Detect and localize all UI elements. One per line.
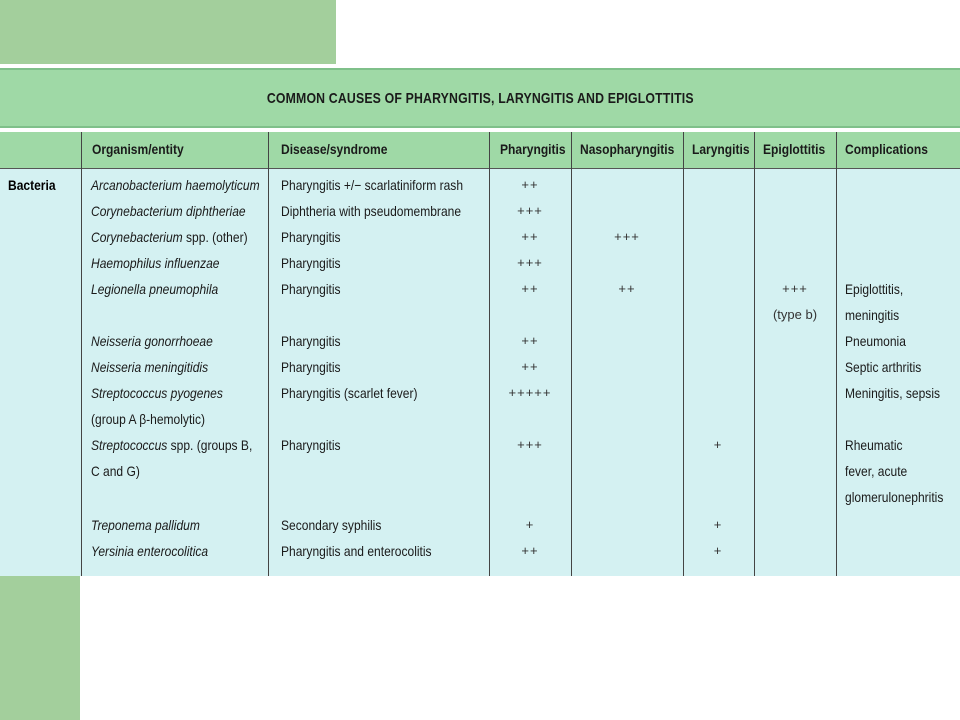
cell-organism <box>91 432 252 458</box>
cell-complications: Epiglottitis, <box>845 281 904 297</box>
cell-pharyngitis: ++ <box>521 543 539 558</box>
cell-disease: Pharyngitis <box>281 281 341 297</box>
cell-pharyngitis: + <box>525 517 535 532</box>
cell-epiglottitis: +++ <box>782 281 808 296</box>
cell-complications: glomerulonephritis <box>845 489 944 505</box>
cell-organism: Legionella pneumophila <box>91 281 219 297</box>
cell-disease: Pharyngitis <box>281 255 341 271</box>
cell-organism: Corynebacterium diphtheriae <box>91 203 246 219</box>
column-divider <box>81 132 82 576</box>
cell-complications: fever, acute <box>845 463 908 479</box>
cell-pharyngitis: ++ <box>521 359 539 374</box>
organism-suffix: spp. (other) <box>182 229 248 245</box>
column-divider <box>754 132 755 576</box>
cell-pharyngitis: +++ <box>517 437 543 452</box>
cell-pharyngitis: ++ <box>521 229 539 244</box>
column-divider <box>571 132 572 576</box>
cell-organism-note: C and G) <box>91 463 140 479</box>
header-nasopharyngitis: Nasopharyngitis <box>580 141 675 157</box>
header-laryngitis: Laryngitis <box>692 141 750 157</box>
cell-organism: Arcanobacterium haemolyticum <box>91 177 260 193</box>
header-complications: Complications <box>845 141 928 157</box>
cell-complications: meningitis <box>845 307 900 323</box>
cell-disease: Secondary syphilis <box>281 517 382 533</box>
cell-organism: Neisseria gonorrhoeae <box>91 333 213 349</box>
column-divider <box>268 132 269 576</box>
header-pharyngitis: Pharyngitis <box>500 141 566 157</box>
table-figure <box>0 64 960 576</box>
cell-organism: Haemophilus influenzae <box>91 255 220 271</box>
table-title: COMMON CAUSES OF PHARYNGITIS, LARYNGITIS AND EPIGLOTTITIS <box>266 89 694 107</box>
cell-disease: Pharyngitis +/− scarlatiniform rash <box>281 177 464 193</box>
cell-complications: Pneumonia <box>845 333 906 349</box>
organism-suffix: spp. (groups B, <box>167 437 253 453</box>
cell-disease: Diphtheria with pseudomembrane <box>281 203 462 219</box>
cell-disease: Pharyngitis (scarlet fever) <box>281 385 418 401</box>
cell-organism: Streptococcus pyogenes <box>91 385 223 401</box>
cell-pharyngitis: ++ <box>521 177 539 192</box>
cell-laryngitis: + <box>713 543 723 558</box>
organism-genus: Streptococcus <box>91 437 168 453</box>
cell-nasopharyngitis: ++ <box>618 281 636 296</box>
cell-organism: Neisseria meningitidis <box>91 359 209 375</box>
header-row <box>0 132 960 169</box>
cell-complications: Rheumatic <box>845 437 903 453</box>
cell-pharyngitis: +++ <box>517 255 543 270</box>
table-grid <box>0 132 960 576</box>
table-title-band <box>0 68 960 128</box>
cell-pharyngitis: +++ <box>517 203 543 218</box>
cell-disease: Pharyngitis and enterocolitis <box>281 543 432 559</box>
cell-disease: Pharyngitis <box>281 359 341 375</box>
column-divider <box>489 132 490 576</box>
cell-pharyngitis: ++ <box>521 281 539 296</box>
column-divider <box>683 132 684 576</box>
cell-laryngitis: + <box>713 517 723 532</box>
cell-epiglottitis-note: (type b) <box>772 307 818 322</box>
cell-pharyngitis: ++ <box>521 333 539 348</box>
cell-laryngitis: + <box>713 437 723 452</box>
cell-pharyngitis: +++++ <box>508 385 552 400</box>
header-epiglottitis: Epiglottitis <box>763 141 826 157</box>
cell-organism: Yersinia enterocolitica <box>91 543 209 559</box>
header-organism: Organism/entity <box>92 141 184 157</box>
cell-complications: Meningitis, sepsis <box>845 385 941 401</box>
decorative-green-block-top <box>0 0 336 64</box>
decorative-green-block-bottom <box>0 576 80 720</box>
cell-organism: Treponema pallidum <box>91 517 200 533</box>
header-disease: Disease/syndrome <box>281 141 388 157</box>
organism-genus: Corynebacterium <box>91 229 183 245</box>
column-divider <box>836 132 837 576</box>
cell-complications: Septic arthritis <box>845 359 922 375</box>
group-label-bacteria: Bacteria <box>8 177 56 193</box>
cell-organism-note: (group A β-hemolytic) <box>91 411 206 427</box>
cell-disease: Pharyngitis <box>281 229 341 245</box>
cell-organism <box>91 224 248 250</box>
cell-disease: Pharyngitis <box>281 333 341 349</box>
cell-nasopharyngitis: +++ <box>614 229 640 244</box>
cell-disease: Pharyngitis <box>281 437 341 453</box>
